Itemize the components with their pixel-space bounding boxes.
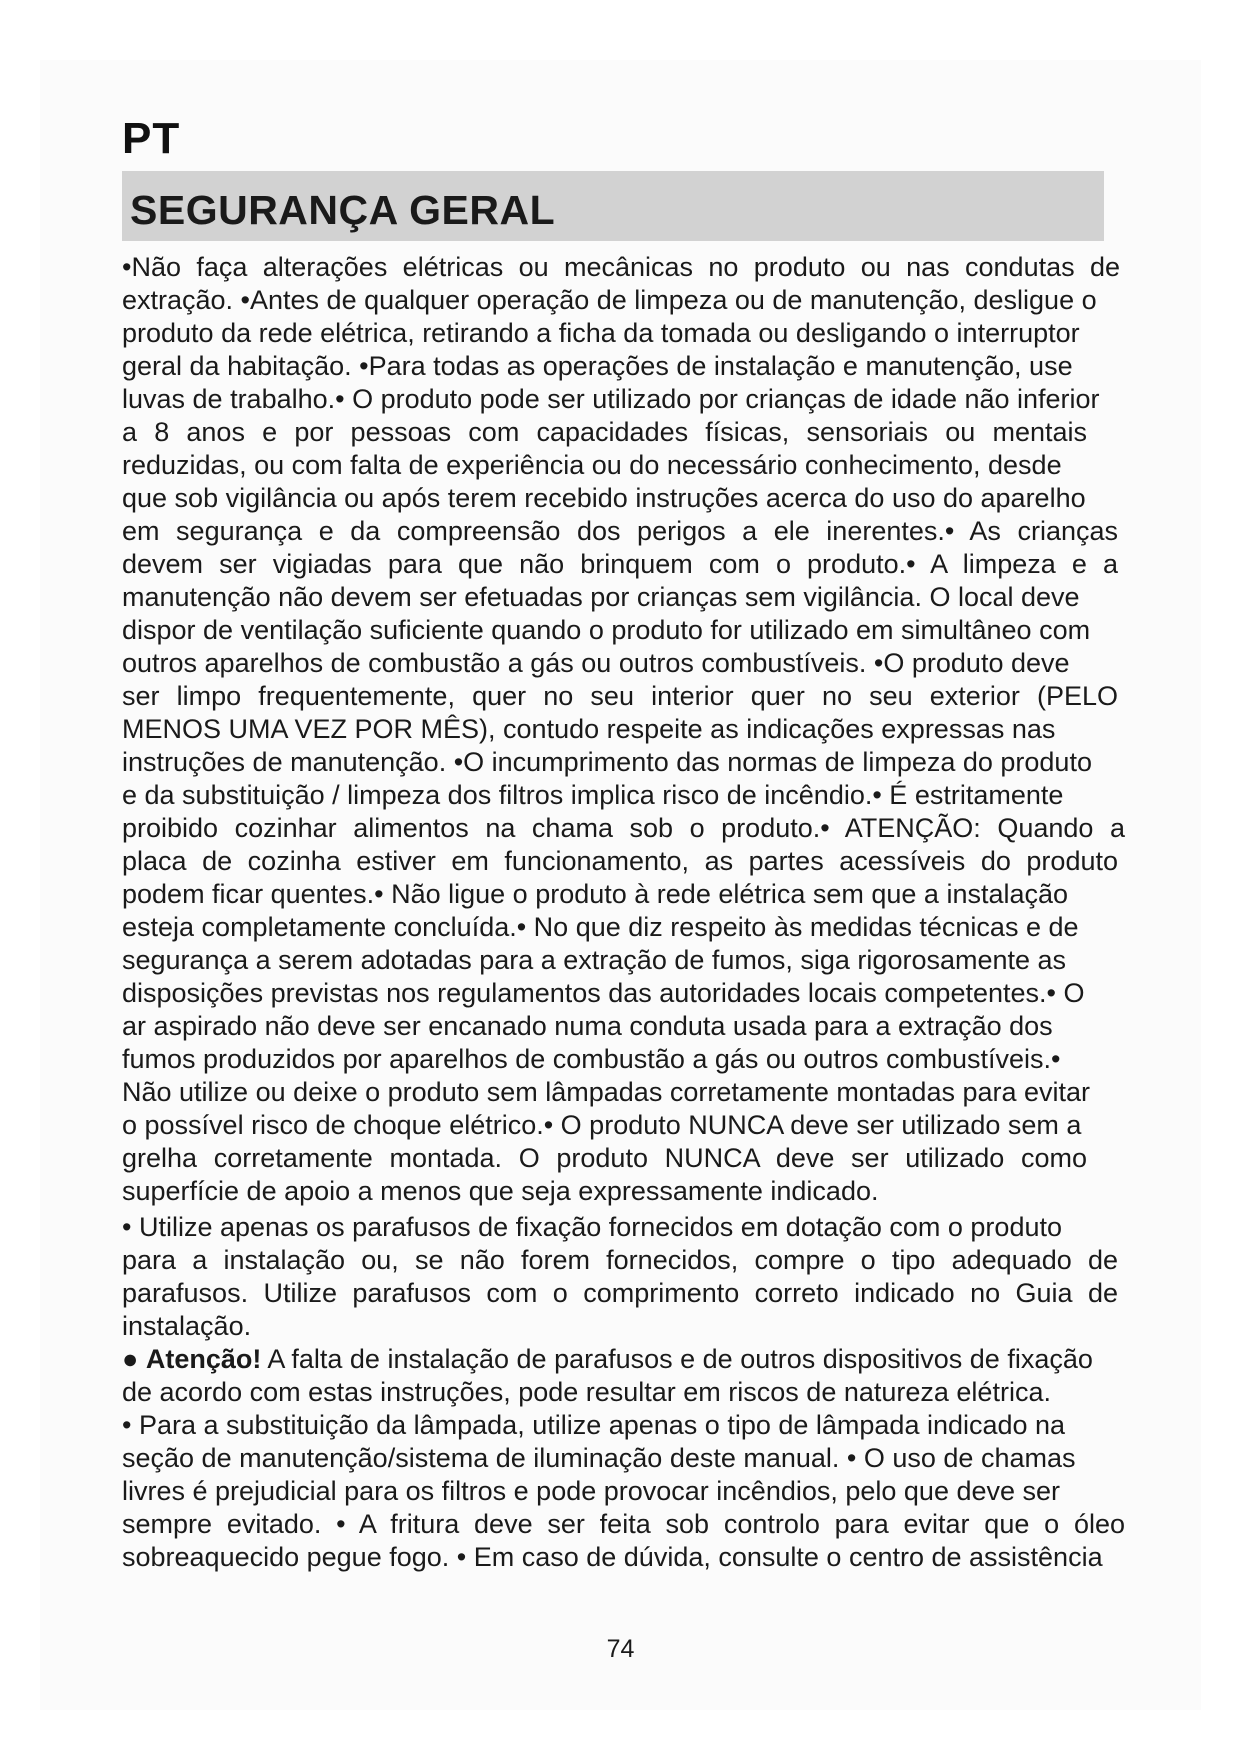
text-line: de acordo com estas instruções, pode resultar em riscos de natureza elétrica. — [122, 1377, 1051, 1407]
text-line: sobreaquecido pegue fogo. • Em caso de dúvida, consulte o centro de assistência — [122, 1542, 1103, 1572]
text-line: grelha corretamente montada. O produto NUNCA deve ser utilizado como — [122, 1143, 1087, 1173]
section-title: SEGURANÇA GERAL — [130, 187, 556, 233]
text-line: disposições previstas nos regulamentos das autoridades locais competentes.• O — [122, 978, 1085, 1008]
text-line: sempre evitado. • A fritura deve ser feita sob controlo para evitar que o óleo — [122, 1509, 1125, 1539]
warning-bullet: ● — [122, 1344, 139, 1374]
text-line: dispor de ventilação suficiente quando o produto for utilizado em simultâneo com — [122, 615, 1091, 645]
text-line: extração. •Antes de qualquer operação de limpeza ou de manutenção, desligue o — [122, 285, 1097, 315]
text-line: reduzidas, ou com falta de experiência ou do necessário conhecimento, desde — [122, 450, 1062, 480]
text-line: Não utilize ou deixe o produto sem lâmpadas corretamente montadas para evitar — [122, 1077, 1091, 1107]
text-line: segurança a serem adotadas para a extração de fumos, siga rigorosamente as — [122, 945, 1067, 975]
text-line: manutenção não devem ser efetuadas por crianças sem vigilância. O local deve — [122, 582, 1080, 612]
text-line: geral da habitação. •Para todas as operações de instalação e manutenção, use — [122, 351, 1073, 381]
text-line: podem ficar quentes.• Não ligue o produto à rede elétrica sem que a instalação — [122, 879, 1069, 909]
warning-text: A falta de instalação de parafusos e de outros dispositivos de fixação — [267, 1344, 1093, 1374]
text-line: o possível risco de choque elétrico.• O produto NUNCA deve ser utilizado sem a — [122, 1110, 1082, 1140]
text-line: ser limpo frequentemente, quer no seu interior quer no seu exterior (PELO — [122, 681, 1118, 711]
text-line: • Utilize apenas os parafusos de fixação fornecidos em dotação com o produto — [122, 1212, 1062, 1242]
language-code: PT — [122, 114, 181, 163]
text-line: • Para a substituição da lâmpada, utilize apenas o tipo de lâmpada indicado na — [122, 1410, 1066, 1440]
body-text — [122, 251, 1125, 1574]
section-header — [122, 171, 1104, 241]
text-line: luvas de trabalho.• O produto pode ser utilizado por crianças de idade não inferior — [122, 384, 1100, 414]
text-line: instruções de manutenção. •O incumprimento das normas de limpeza do produto — [122, 747, 1092, 777]
text-line: para a instalação ou, se não forem fornecidos, compre o tipo adequado de — [122, 1245, 1118, 1275]
text-line: seção de manutenção/sistema de iluminação deste manual. • O uso de chamas — [122, 1443, 1076, 1473]
text-line: fumos produzidos por aparelhos de combustão a gás ou outros combustíveis.• — [122, 1044, 1061, 1074]
text-line: a 8 anos e por pessoas com capacidades físicas, sensoriais ou mentais — [122, 417, 1087, 447]
text-line: produto da rede elétrica, retirando a ficha da tomada ou desligando o interruptor — [122, 318, 1080, 348]
warning-line — [122, 1343, 1122, 1376]
text-line: livres é prejudicial para os filtros e pode provocar incêndios, pelo que deve ser — [122, 1476, 1061, 1506]
text-line: •Não faça alterações elétricas ou mecânicas no produto ou nas condutas de — [122, 252, 1120, 282]
page-number: 74 — [606, 1635, 635, 1663]
text-line: outros aparelhos de combustão a gás ou outros combustíveis. •O produto deve — [122, 648, 1070, 678]
text-line: e da substituição / limpeza dos filtros implica risco de incêndio.• É estritamente — [122, 780, 1064, 810]
warning-label: Atenção! — [145, 1344, 262, 1374]
text-line: em segurança e da compreensão dos perigos a ele inerentes.• As crianças — [122, 516, 1118, 546]
text-line: instalação. — [122, 1311, 252, 1341]
text-line: que sob vigilância ou após terem recebido instruções acerca do uso do aparelho — [122, 483, 1086, 513]
text-line: placa de cozinha estiver em funcionamento, as partes acessíveis do produto — [122, 846, 1118, 876]
text-line: ar aspirado não deve ser encanado numa conduta usada para a extração dos — [122, 1011, 1053, 1041]
text-line: devem ser vigiadas para que não brinquem com o produto.• A limpeza e a — [122, 549, 1118, 579]
text-line: superfície de apoio a menos que seja expressamente indicado. — [122, 1176, 879, 1206]
text-line: MENOS UMA VEZ POR MÊS), contudo respeite as indicações expressas nas — [122, 714, 1056, 744]
text-line: proibido cozinhar alimentos na chama sob o produto.• ATENÇÃO: Quando a — [122, 813, 1125, 843]
text-line: esteja completamente concluída.• No que diz respeito às medidas técnicas e de — [122, 912, 1079, 942]
text-line: parafusos. Utilize parafusos com o comprimento correto indicado no Guia de — [122, 1278, 1118, 1308]
